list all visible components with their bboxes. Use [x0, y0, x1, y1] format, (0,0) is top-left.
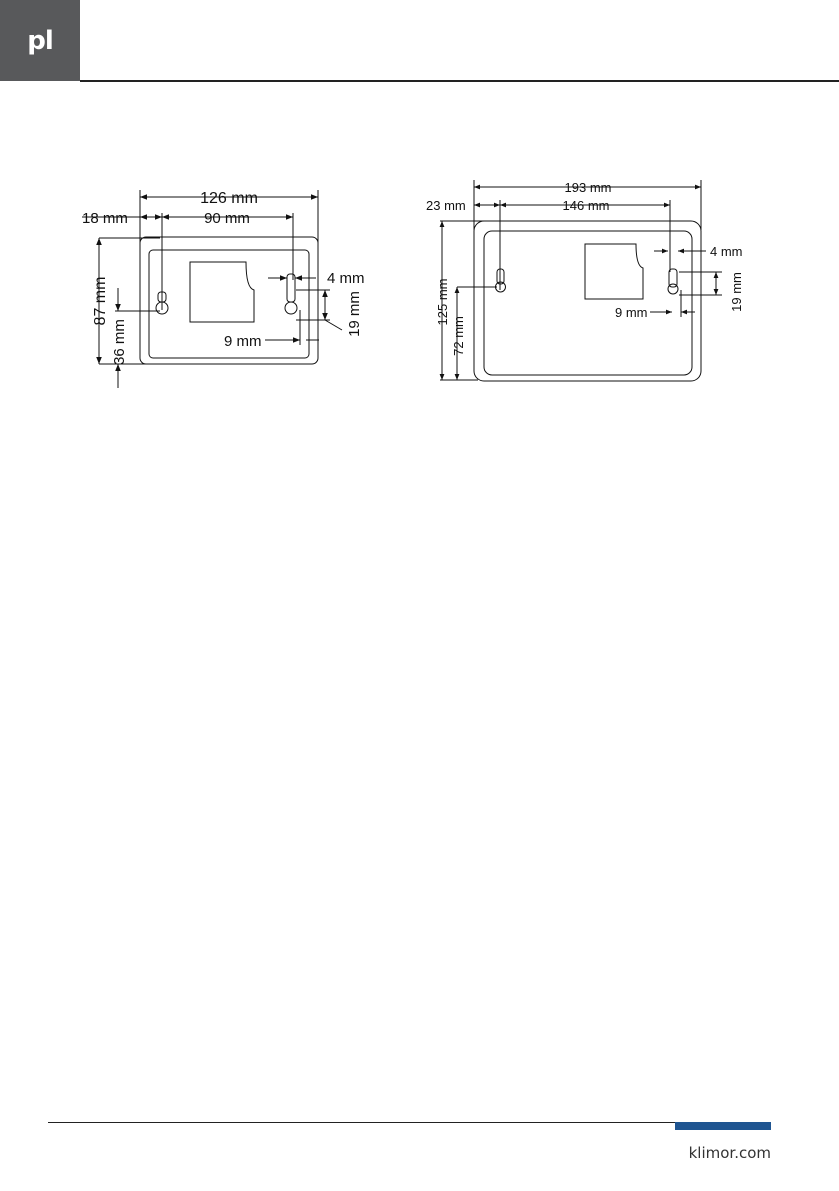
dim-hole-spacing: 90 mm	[204, 210, 250, 227]
display-window	[190, 262, 254, 322]
display-window	[585, 244, 643, 299]
dim-height: 125 mm	[435, 278, 450, 326]
keyhole-right	[285, 274, 297, 314]
dim-left-offset: 23 mm	[426, 198, 466, 213]
footer-accent-bar	[675, 1122, 771, 1130]
dim-slot-width: 4 mm	[710, 244, 743, 259]
dim-slot-head: 9 mm	[615, 305, 648, 320]
dim-width: 126 mm	[200, 190, 258, 207]
dim-width: 193 mm	[564, 180, 612, 195]
mounting-drawing-large	[420, 170, 760, 395]
keyhole-right	[668, 269, 678, 294]
housing-inner	[484, 231, 692, 375]
header-divider	[80, 80, 839, 82]
mounting-drawing-small	[70, 170, 380, 400]
footer-divider	[48, 1122, 770, 1123]
dim-left-offset: 18 mm	[82, 210, 128, 227]
dim-hole-spacing: 146 mm	[562, 198, 610, 213]
dim-slot-head: 9 mm	[224, 333, 262, 350]
dim-hole-height: 36 mm	[111, 319, 128, 365]
dim-slot-length: 19 mm	[729, 272, 744, 312]
language-badge: pl	[0, 0, 80, 81]
dim-hole-height: 72 mm	[451, 316, 466, 356]
dim-slot-width: 4 mm	[327, 270, 365, 287]
footer-website: klimor.com	[688, 1144, 771, 1162]
dim-slot-length: 19 mm	[346, 291, 363, 337]
dim-height: 87 mm	[92, 276, 109, 326]
housing-outline	[474, 221, 701, 381]
